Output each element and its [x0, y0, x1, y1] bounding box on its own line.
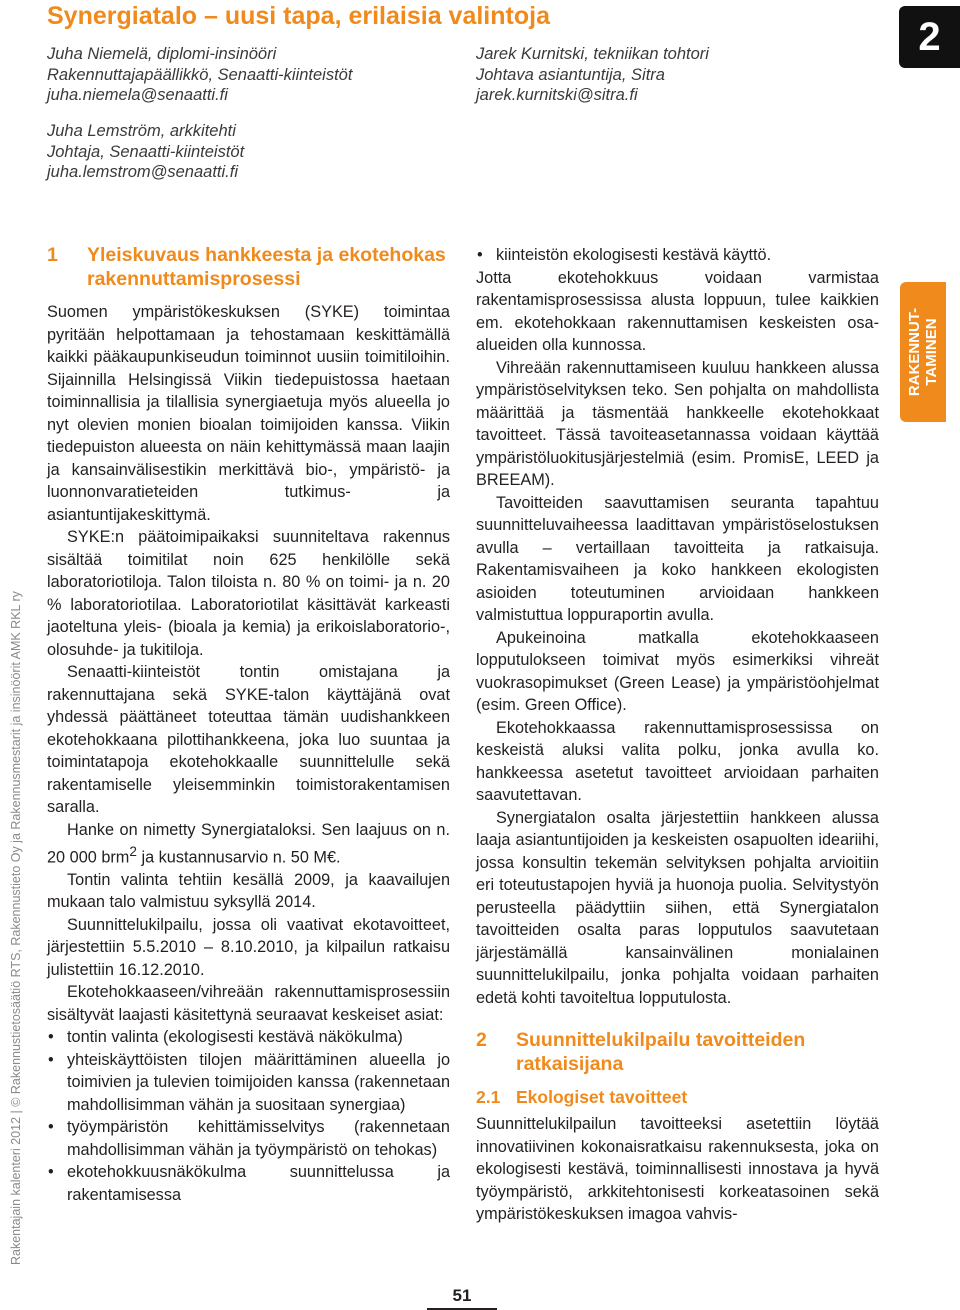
paragraph: Tavoitteiden saavuttamisen seuranta tapahtuu suunnitteluvaiheessa laadittavan ympäristöselostuksen avulla – vertaillaan tavoitteita ja ratkaisuja. Rakentamisvaiheen ja koko hankkeen ekologisten asioiden toteutuminen arvioidaan hankkeen valmistuttua loppuraportin avulla. — [476, 493, 879, 624]
list-item: • yhteiskäyttöisten tilojen määrittäminen alueella jo toimivien ja tulevien toimijoiden kanssa (rakennetaan mahdollisimman vähän ja suositaan synergiaa) — [47, 1049, 450, 1117]
author-name: Jarek Kurnitski, tekniikan tohtori — [476, 45, 709, 63]
author-block-niemela — [47, 44, 352, 106]
author-name: Juha Niemelä, diplomi-insinööri — [47, 45, 277, 63]
list-item: • ekotehokkuusnäkökulma suunnittelussa ja rakentamisessa — [47, 1161, 450, 1206]
author-email: juha.lemstrom@senaatti.fi — [47, 163, 238, 181]
paragraph: Suunnittelukilpailun tavoitteeksi asetettiin löytää innovatiivinen kokonaisratkaisu rakennuksesta, joka on ekologisesti kestävä, toiminnallisesti innostava ja hyvä työympäristö, arkkitehtonisesti korkeatasoinen sekä ympäristökeskuksen imagoa vahvis- — [476, 1115, 879, 1223]
author-email: jarek.kurnitski@sitra.fi — [476, 86, 638, 104]
subsection-number: 2.1 — [476, 1087, 501, 1107]
section-2-heading — [476, 1029, 879, 1076]
author-block-lemstrom — [47, 121, 244, 183]
paragraph: Suunnittelukilpailu, jossa oli vaativat ekotavoitteet, järjestettiin 5.5.2010 – 8.10.2010, ja kilpailun ratkaisu julistettiin 16.12.2010. — [47, 915, 450, 979]
section-1-heading — [47, 244, 450, 291]
superscript: 2 — [129, 844, 137, 859]
section-heading-text: Yleiskuvaus hankkeesta ja ekotehokas rakennuttamisprosessi — [87, 244, 446, 290]
section-tab-label — [906, 308, 940, 396]
scope-text: Hanke on nimetty Synergiataloksi. Sen laajuus on n. 20 000 brm — [47, 820, 450, 867]
left-column — [47, 244, 450, 1206]
paragraph: SYKE:n päätoimipaikaksi suunniteltava rakennus sisältää toimitilat noin 625 henkilölle sekä laboratoriotiloja. Talon tiloista n. 80 % on toimi- ja n. 20 % laboratoriotilaa. Laboratoriotilat käsittävät karkeasti jaoteltuna yleis- (bioala ja kemia) ja erikoislaboratorio-, olosuhde- ja tukitiloja. — [47, 528, 450, 659]
section-tab-label-line2: TAMINEN — [923, 318, 940, 386]
side-copyright-text: Rakentajain kalenteri 2012 | © Rakennustietosäätiö RTS, Rakennustieto Oy ja Rakennusmestarit ja insinöörit AMK RKL ry — [9, 591, 23, 1265]
paragraph: Vihreään rakennuttamiseen kuuluu hankkeen alussa ympäristöselvityksen teko. Sen pohjalta on mahdollista määrittää ja täsmentää hankkeelle ekotehokkaat tavoitteet. Tässä tavoiteasetannassa voidaan käyttää ympäristöluokitusjärjestelmiä (esim. PromisE, LEED ja BREEAM). — [476, 358, 879, 489]
page-number: 51 — [427, 1286, 497, 1310]
list-item: • tontin valinta (ekologisesti kestävä näkökulma) — [47, 1026, 450, 1049]
author-role: Rakennuttajapäällikkö, Senaatti-kiinteistöt — [47, 65, 353, 84]
page-title: Synergiatalo – uusi tapa, erilaisia valintoja — [47, 2, 550, 30]
list-item: • työympäristön kehittämisselvitys (rakennetaan mahdollisimman vähän ja työympäristö on tehokas) — [47, 1116, 450, 1161]
section-heading-text: Suunnittelukilpailu tavoitteiden ratkaisijana — [516, 1029, 806, 1075]
subsection-2-1-heading — [476, 1086, 879, 1109]
paragraph: Jotta ekotehokkuus voidaan varmistaa rakentamisprosessissa alusta loppuun, tulee kaikkien em. ekotehokkaan rakennuttamisen keskeisten osa-alueiden olla kunnossa. — [476, 268, 879, 354]
paragraph-scope — [47, 819, 450, 869]
author-role: Johtava asiantuntija, Sitra — [476, 65, 665, 84]
author-role: Johtaja, Senaatti-kiinteistöt — [47, 142, 245, 161]
list-item: • kiinteistön ekologisesti kestävä käyttö. — [476, 244, 879, 267]
bullet-list — [47, 1026, 450, 1206]
paragraph: Ekotehokkaaseen/vihreään rakennuttamisprosessiin sisältyvät laajasti käsitettynä seuraavat keskeiset asiat: — [47, 983, 450, 1024]
paragraph: Synergiatalon osalta järjestettiin hankkeen alussa laaja asiantuntijoiden ja keskeisten osapuolten ideariihi, jossa konsultin tekemän selvityksen pohjalta arvioitiin eri toteutustapojen hyviä ja huonoja puolia. Selvitystyön perusteella päädyttiin siihen, että Synergiatalon tavoitteiden osalta paras lopputulos saavutetaan järjestämällä kansainvälinen monialainen suunnittelukilpailu, jonka pohjalta voidaan parhaiten edetä kohti tavoiteltua lopputulosta. — [476, 808, 879, 1007]
bullet-list-continued — [476, 244, 879, 267]
paragraph: Apukeinoina matkalla ekotehokkaaseen lopputulokseen toimivat myös esimerkiksi vihreät vuokrasopimukset (Green Lease) ja ympäristöohjelmat (esim. Green Office). — [476, 628, 879, 714]
author-email: juha.niemela@senaatti.fi — [47, 86, 228, 104]
section-tab-rakennuttaminen — [900, 282, 946, 422]
section-number: 1 — [47, 244, 58, 266]
paragraph: Tontin valinta tehtiin kesällä 2009, ja kaavailujen mukaan talo valmistuu syksyllä 2014. — [47, 870, 450, 912]
paragraph: Senaatti-kiinteistöt tontin omistajana ja rakennuttajana sekä SYKE-talon käyttäjänä ovat yhdessä päättäneet toteuttaa tämän uudishankkeen ekotehokkaana pilottihankkeena, joka luo suuntaa ja toimintatapoja ekotehokkaalle suunnittelulle sekä rakentamiselle yleisemminkin toimistorakentamisen saralla. — [47, 663, 450, 816]
subsection-heading-text: Ekologiset tavoitteet — [516, 1087, 688, 1107]
section-tab-label-line1: RAKENNUT- — [906, 307, 923, 397]
right-column — [476, 244, 879, 1226]
author-block-kurnitski — [476, 44, 709, 106]
paragraph: Ekotehokkaassa rakennuttamisprosessissa on keskeistä aluksi valita polku, jonka avulla ko. hankkeessa asetetut tavoitteet arvioidaan parhaiten saavutettavan. — [476, 718, 879, 804]
author-name: Juha Lemström, arkkitehti — [47, 122, 236, 140]
paragraph: Suomen ympäristökeskuksen (SYKE) toimintaa pyritään helpottamaan ja tehostamaan keskittämällä kaikki pääkaupunkiseudun toiminnot uusiin toimitiloihin. Sijainnilla Helsingissä Viikin tiedepuistossa haetaan toiminnallisia ja tilallisia synergiaetuja myös alueella jo nyt olevien monien bioalan toimijoiden kanssa. Viikin tiedepuiston alueesta on näin kehittymässä maan laajin ja kansainvälisestikin merkittävä bio-, ympäristö- ja luonnonvaratieteiden tutkimus- ja asiantuntijakeskittymä. — [47, 303, 450, 524]
scope-text-end: ja kustannusarvio n. 50 M€. — [136, 848, 341, 867]
section-number: 2 — [476, 1029, 487, 1051]
chapter-number-tab: 2 — [899, 6, 960, 68]
